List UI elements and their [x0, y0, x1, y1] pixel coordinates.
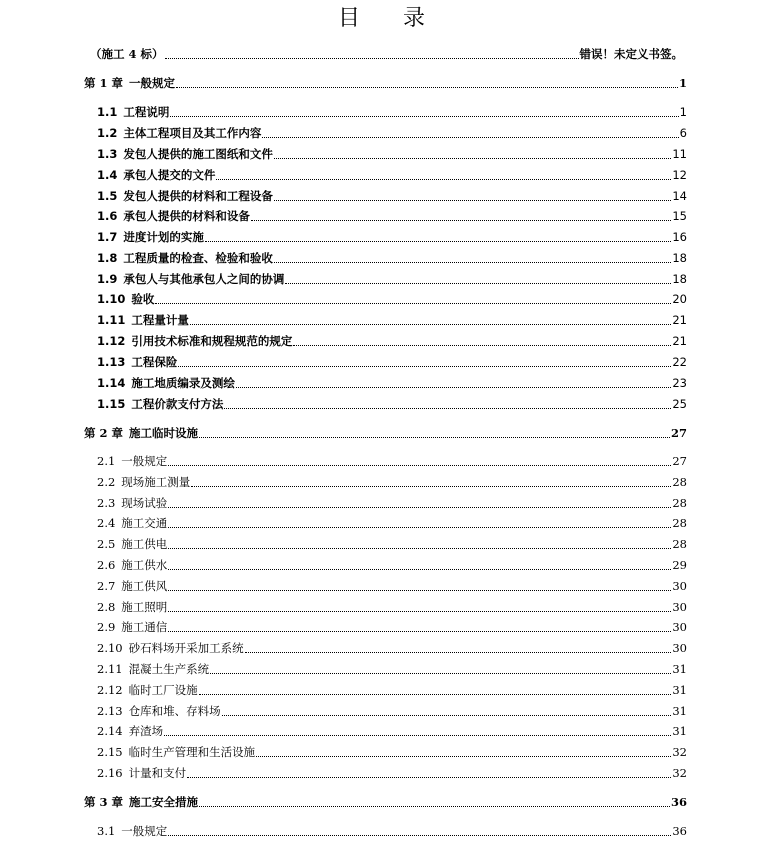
toc-entry-number: 2.5: [97, 537, 116, 551]
dot-leader: [262, 137, 678, 138]
toc-entry[interactable]: [97, 744, 687, 760]
toc-entry-title: 混凝土生产系统: [128, 662, 210, 676]
toc-entry-page: 30: [672, 579, 687, 593]
toc-entry[interactable]: [97, 599, 687, 615]
toc-entry-title: 施工供风: [121, 579, 168, 593]
toc-entry[interactable]: [97, 250, 687, 266]
toc-entry-page: 30: [672, 600, 687, 614]
toc-entry-page: 36: [672, 824, 687, 838]
toc-entry-title: 承包人提供的材料和设备: [123, 209, 250, 223]
toc-entry-title: 施工地质编录及测绘: [131, 376, 235, 390]
toc-entry[interactable]: [97, 619, 687, 635]
toc-entry-page: 32: [672, 745, 687, 759]
toc-entry-title: 施工安全措施: [129, 795, 199, 809]
toc-entry[interactable]: [90, 46, 683, 62]
toc-entry-number: 2.6: [97, 558, 116, 572]
toc-title: 目 录: [338, 6, 443, 31]
toc-entry[interactable]: [84, 794, 687, 810]
toc-entry[interactable]: [97, 515, 687, 531]
toc-entry-number: 1.1: [97, 105, 118, 119]
dot-leader: [168, 527, 671, 528]
toc-entry-title: 工程量计量: [131, 313, 189, 327]
toc-entry[interactable]: [97, 146, 687, 162]
toc-entry[interactable]: [97, 229, 687, 245]
toc-entry-title: 工程说明: [123, 105, 170, 119]
toc-entry-page: 31: [672, 704, 687, 718]
toc-entry-number: 2.2: [97, 475, 116, 489]
toc-entry-title: 工程质量的检查、检验和验收: [123, 251, 273, 265]
dot-leader: [199, 437, 670, 438]
toc-entry-title: 计量和支付: [128, 766, 187, 780]
toc-entry-title: （施工 4 标）: [90, 47, 164, 61]
toc-entry[interactable]: [97, 578, 687, 594]
toc-entry-title: 承包人提交的文件: [123, 168, 216, 182]
toc-entry-title: 施工交通: [121, 516, 168, 530]
toc-entry-title: 施工临时设施: [129, 426, 199, 440]
toc-entry-number: 1.14: [97, 376, 126, 390]
dot-leader: [222, 715, 672, 716]
dot-leader: [168, 507, 671, 508]
toc-entry-page: 28: [672, 496, 687, 510]
toc-entry-page: 20: [672, 292, 687, 306]
dot-leader: [168, 611, 671, 612]
toc-entry-number: 3.1: [97, 824, 116, 838]
toc-entry-title: 一般规定: [129, 76, 176, 90]
dot-leader: [168, 835, 671, 836]
dot-leader: [274, 262, 671, 263]
toc-entry-page: 14: [672, 189, 687, 203]
toc-entry-number: 2.12: [97, 683, 123, 697]
toc-entry-number: 1.7: [97, 230, 118, 244]
toc-entry-page: 27: [670, 426, 687, 440]
toc-entry-number: 1.15: [97, 397, 126, 411]
toc-entry-title: 验收: [131, 292, 155, 306]
dot-leader: [245, 652, 672, 653]
dot-leader: [187, 777, 671, 778]
dot-leader: [216, 179, 671, 180]
toc-entry-page: 36: [670, 795, 687, 809]
toc-entry-number: 1.6: [97, 209, 118, 223]
toc-entry-page: 31: [672, 662, 687, 676]
dot-leader: [293, 345, 671, 346]
toc-entry-number: 2.8: [97, 600, 116, 614]
toc-entry[interactable]: [97, 396, 687, 412]
toc-entry[interactable]: [97, 765, 687, 781]
toc-entry[interactable]: [97, 453, 687, 469]
toc-entry-page: 6: [679, 126, 687, 140]
toc-entry-title: 工程保险: [131, 355, 178, 369]
dot-leader: [168, 590, 671, 591]
toc-entry-page: 18: [672, 251, 687, 265]
toc-entry[interactable]: [97, 125, 687, 141]
toc-entry-page: 25: [672, 397, 687, 411]
dot-leader: [178, 366, 671, 367]
toc-entry[interactable]: [97, 823, 687, 839]
dot-leader: [168, 465, 671, 466]
toc-entry-number: 2.7: [97, 579, 116, 593]
dot-leader: [165, 58, 579, 59]
toc-entry-number: 2.13: [97, 704, 123, 718]
toc-entry-title: 一般规定: [121, 824, 168, 838]
toc-entry-page: 11: [672, 147, 687, 161]
toc-entry-number: 1.5: [97, 189, 118, 203]
toc-entry[interactable]: [97, 723, 687, 739]
toc-entry-number: 1.2: [97, 126, 118, 140]
toc-entry-page: 28: [672, 475, 687, 489]
dot-leader: [190, 324, 671, 325]
toc-entry[interactable]: [97, 640, 687, 656]
toc-entry-page: 30: [672, 620, 687, 634]
toc-entry-title: 现场施工测量: [121, 475, 191, 489]
toc-entry-number: 2.11: [97, 662, 123, 676]
toc-entry-title: 施工通信: [121, 620, 168, 634]
toc-entry[interactable]: [97, 375, 687, 391]
dot-leader: [168, 548, 671, 549]
toc-entry-number: 2.15: [97, 745, 123, 759]
toc-entry-page: 21: [672, 334, 687, 348]
toc-entry-page: 23: [672, 376, 687, 390]
toc-entry-number: 2.9: [97, 620, 116, 634]
toc-entry-page: 21: [672, 313, 687, 327]
toc-entry-title: 一般规定: [121, 454, 168, 468]
toc-entry-title: 施工照明: [121, 600, 168, 614]
toc-entry-page: 15: [672, 209, 687, 223]
toc-entry-title: 弃渣场: [128, 724, 164, 738]
toc-entry-number: 2.10: [97, 641, 123, 655]
toc-entry-number: 第 2 章: [84, 426, 124, 440]
dot-leader: [224, 408, 671, 409]
toc-entry-page: 1: [678, 76, 687, 90]
toc-entry-number: 第 3 章: [84, 795, 124, 809]
toc-entry[interactable]: [97, 333, 687, 349]
toc-entry-number: 1.11: [97, 313, 126, 327]
toc-entry-number: 1.10: [97, 292, 126, 306]
toc-entry[interactable]: [97, 536, 687, 552]
toc-entry-number: 2.16: [97, 766, 123, 780]
dot-leader: [191, 486, 671, 487]
toc-entry-number: 1.3: [97, 147, 118, 161]
dot-leader: [285, 283, 671, 284]
toc-entry[interactable]: [97, 682, 687, 698]
toc-entry[interactable]: [97, 557, 687, 573]
dot-leader: [236, 387, 671, 388]
toc-entry-page: 错误！未定义书签。: [579, 47, 683, 61]
dot-leader: [155, 303, 671, 304]
toc-entry[interactable]: [97, 495, 687, 511]
dot-leader: [251, 220, 671, 221]
toc-entry[interactable]: [97, 703, 687, 719]
toc-entry-page: 18: [672, 272, 687, 286]
toc-entry[interactable]: [97, 291, 687, 307]
toc-entry[interactable]: [97, 271, 687, 287]
toc-entry-page: 31: [672, 683, 687, 697]
dot-leader: [168, 569, 671, 570]
toc-entry[interactable]: [97, 474, 687, 490]
toc-entry[interactable]: [97, 661, 687, 677]
toc-entry-page: 16: [672, 230, 687, 244]
toc-entry-page: 1: [679, 105, 687, 119]
toc-entry-page: 31: [672, 724, 687, 738]
toc-entry[interactable]: [97, 167, 687, 183]
toc-entry-title: 砂石料场开采加工系统: [128, 641, 244, 655]
toc-entry-number: 1.13: [97, 355, 126, 369]
toc-entry-number: 1.9: [97, 272, 118, 286]
dot-leader: [199, 806, 670, 807]
toc-entry-title: 主体工程项目及其工作内容: [123, 126, 262, 140]
toc-entry-page: 32: [672, 766, 687, 780]
toc-entry-page: 30: [672, 641, 687, 655]
toc-entry-number: 2.3: [97, 496, 116, 510]
toc-entry-number: 2.4: [97, 516, 116, 530]
dot-leader: [205, 241, 671, 242]
toc-entry-page: 22: [672, 355, 687, 369]
toc-entry-page: 28: [672, 516, 687, 530]
toc-entry-title: 引用技术标准和规程规范的规定: [131, 334, 293, 348]
toc-entry-number: 2.14: [97, 724, 123, 738]
toc-entry-page: 12: [672, 168, 687, 182]
toc-entry-number: 第 1 章: [84, 76, 124, 90]
toc-entry-title: 现场试验: [121, 496, 168, 510]
toc-entry[interactable]: [97, 312, 687, 328]
toc-entry-title: 临时生产管理和生活设施: [128, 745, 256, 759]
dot-leader: [164, 735, 671, 736]
toc-entry-title: 施工供电: [121, 537, 168, 551]
toc-entry-title: 工程价款支付方法: [131, 397, 224, 411]
toc-entry-number: 1.12: [97, 334, 126, 348]
dot-leader: [274, 158, 671, 159]
toc-entry[interactable]: [97, 104, 687, 120]
dot-leader: [176, 87, 678, 88]
toc-entry-title: 承包人与其他承包人之间的协调: [123, 272, 285, 286]
dot-leader: [210, 673, 671, 674]
toc-entry[interactable]: [84, 75, 687, 91]
toc-entry-page: 29: [672, 558, 687, 572]
toc-entry-title: 进度计划的实施: [123, 230, 204, 244]
toc-entry[interactable]: [84, 425, 687, 441]
toc-entry-title: 施工供水: [121, 558, 168, 572]
toc-entry-page: 27: [672, 454, 687, 468]
toc-entry-title: 仓库和堆、存料场: [128, 704, 221, 718]
toc-entry-title: 临时工厂设施: [128, 683, 198, 697]
dot-leader: [168, 631, 671, 632]
toc-entry[interactable]: [97, 354, 687, 370]
toc-entry-title: 发包人提供的材料和工程设备: [123, 189, 273, 203]
toc-entry[interactable]: [97, 208, 687, 224]
toc-entry-page: 28: [672, 537, 687, 551]
toc-entry[interactable]: [97, 188, 687, 204]
toc-entry-title: 发包人提供的施工图纸和文件: [123, 147, 273, 161]
toc-entry-number: 1.4: [97, 168, 118, 182]
dot-leader: [199, 694, 672, 695]
toc-entry-number: 1.8: [97, 251, 118, 265]
toc-entry-number: 2.1: [97, 454, 116, 468]
dot-leader: [274, 200, 671, 201]
dot-leader: [256, 756, 671, 757]
dot-leader: [170, 116, 678, 117]
